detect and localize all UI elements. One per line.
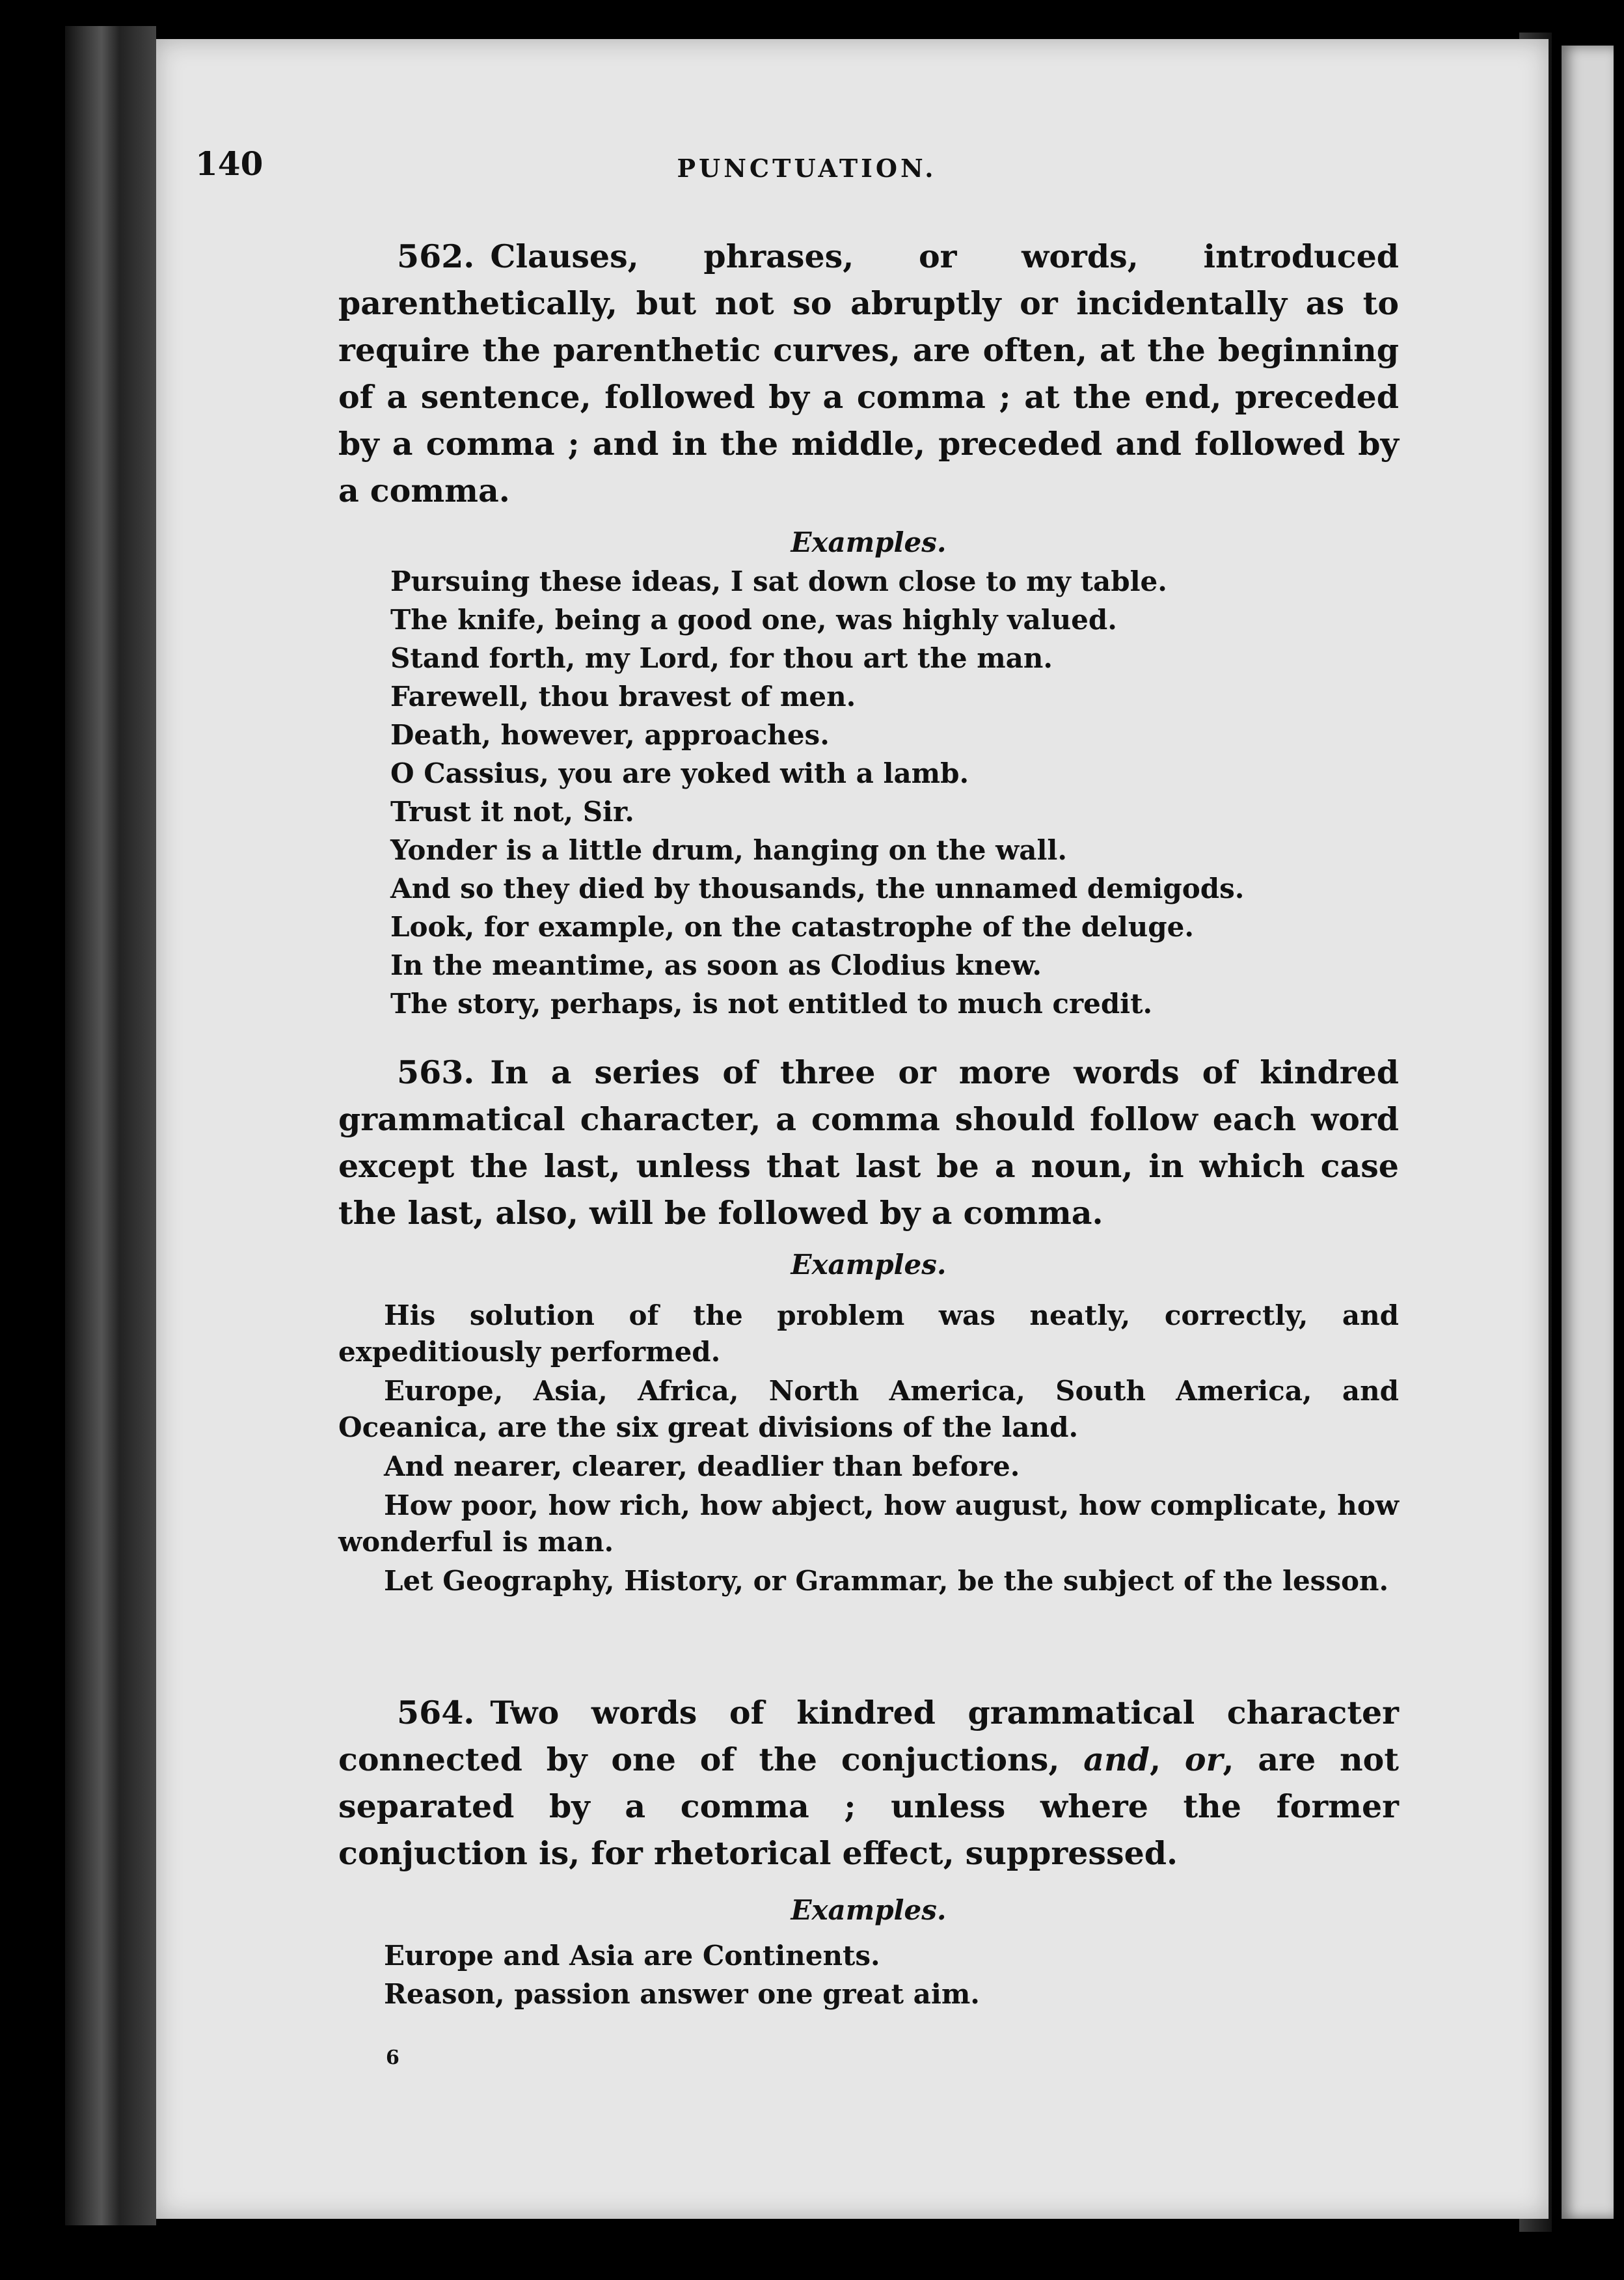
book-spine-left (65, 26, 156, 2225)
examples-heading: Examples. (791, 526, 947, 558)
example-line: In the meantime, as soon as Clodius knew. (390, 949, 1042, 981)
example-line: Farewell, thou bravest of men. (390, 681, 856, 712)
running-head: PUNCTUATION. (677, 154, 937, 183)
page-header (195, 144, 1418, 190)
example-line: Look, for example, on the catastrophe of the deluge. (390, 911, 1195, 943)
italic-word: and (1083, 1741, 1150, 1778)
rule-paragraph (338, 233, 1399, 514)
rule-paragraph (338, 1689, 1399, 1877)
rule-number: 563. (397, 1053, 475, 1091)
facing-page-edge (1562, 46, 1614, 2219)
rule-number: 564. (397, 1694, 475, 1731)
rule-text-before: Two words of kindred grammatical character connected by one of the conjuctions, (338, 1694, 1399, 1778)
example-line: Pursuing these ideas, I sat down close to my table. (390, 565, 1167, 597)
examples-list (338, 1936, 1399, 2013)
example-line: Stand forth, my Lord, for thou art the man. (390, 642, 1053, 674)
example-line: O Cassius, you are yoked with a lamb. (390, 757, 969, 789)
example-line: And nearer, clearer, deadlier than before. (384, 1450, 1020, 1482)
example-line: Reason, passion answer one great aim. (384, 1978, 980, 2010)
footer-mark: 6 (386, 2046, 399, 2069)
examples-list (338, 562, 1399, 1023)
section-564 (338, 1689, 1399, 2013)
section-562 (338, 233, 1399, 1023)
rule-text-after: , are not separated by a comma ; unless where the former conjuction is, for rhetorical effect, suppressed. (338, 1741, 1399, 1872)
rule-text: Clauses, phrases, or words, introduced parenthetically, but not so abruptly or incidentally as to require the parenthetic curves, are often, at the beginning of a sentence, followed by a comma ; at the end, preceded by a comma ; and in the middle, preceded and followed by a comma. (338, 238, 1399, 509)
example-line: Europe and Asia are Continents. (384, 1940, 880, 1972)
example-line: Trust it not, Sir. (390, 796, 634, 828)
examples-heading: Examples. (791, 1894, 947, 1926)
italic-word: or (1184, 1741, 1223, 1778)
rule-number: 562. (397, 238, 475, 275)
example-line: Yonder is a little drum, hanging on the wall. (390, 834, 1067, 866)
example-line: The story, perhaps, is not entitled to much credit. (390, 988, 1153, 1020)
examples-list (338, 1297, 1399, 1599)
examples-heading: Examples. (791, 1249, 947, 1281)
rule-paragraph (338, 1049, 1399, 1236)
example-line: The knife, being a good one, was highly valued. (390, 604, 1117, 636)
rule-text: In a series of three or more words of kindred grammatical character, a comma should follow each word except the last, unless that last be a noun, in which case the last, also, will be followed by a comma. (338, 1053, 1399, 1232)
example-line: Europe, Asia, Africa, North America, South America, and Oceanica, are the six great divisions of the land. (338, 1375, 1399, 1443)
page-number: 140 (195, 144, 264, 183)
example-line: How poor, how rich, how abject, how august, how complicate, how wonderful is man. (338, 1489, 1399, 1558)
example-line: And so they died by thousands, the unnamed demigods. (390, 873, 1245, 904)
example-line: Let Geography, History, or Grammar, be the subject of the lesson. (384, 1565, 1389, 1597)
example-line: His solution of the problem was neatly, correctly, and expeditiously performed. (338, 1299, 1399, 1368)
section-563 (338, 1049, 1399, 1602)
separator: , (1149, 1741, 1161, 1778)
example-line: Death, however, approaches. (390, 719, 830, 751)
